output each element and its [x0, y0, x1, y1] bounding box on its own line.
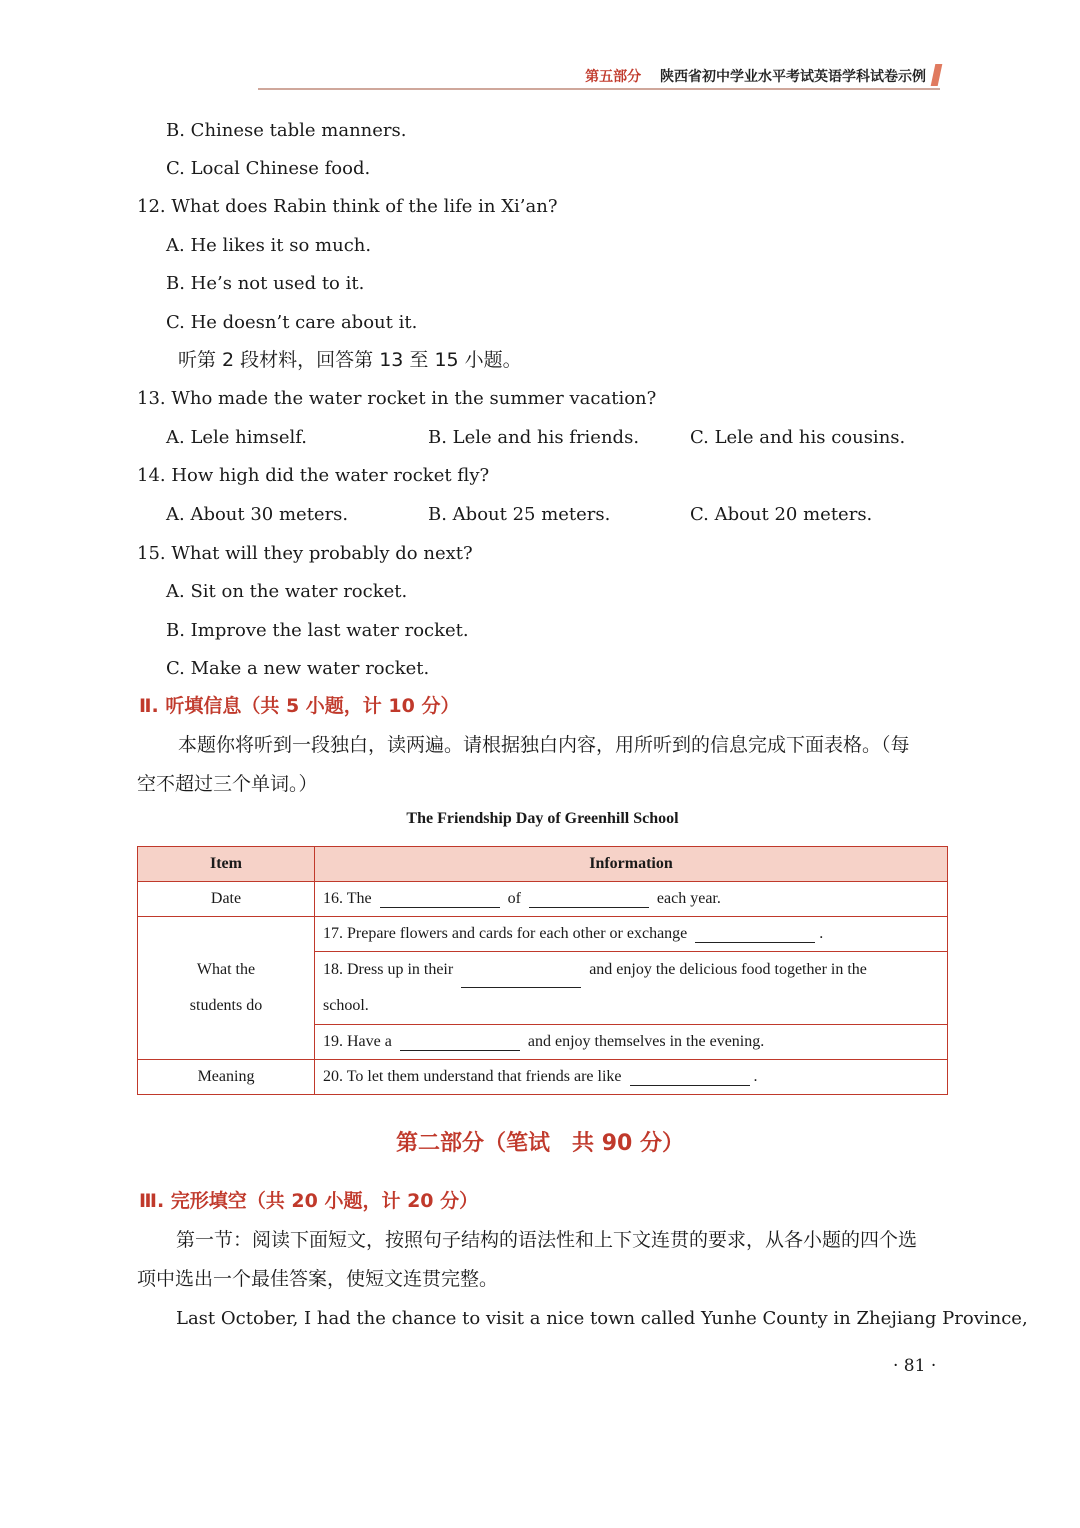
q16-cell	[315, 882, 948, 917]
q16-blank-2[interactable]	[529, 891, 649, 908]
header-information: Information	[315, 847, 948, 882]
q17-cell: 17. Prepare flowers and cards for each other or exchange .	[315, 917, 948, 952]
q16-text-b: of	[507, 890, 521, 907]
q15-option-b: B. Improve the last water rocket.	[166, 620, 469, 641]
q18-text-c: school.	[323, 997, 369, 1014]
q15-option-a: A. Sit on the water rocket.	[166, 581, 408, 602]
header-item: Item	[138, 847, 315, 882]
section3-instruction-1: 第一节：阅读下面短文，按照句子结构的语法性和上下文连贯的要求，从各小题的四个选	[176, 1229, 918, 1251]
students-label-1: What the	[196, 961, 256, 978]
section2-heading: Ⅱ. 听填信息（共 5 小题，计 10 分）	[139, 695, 460, 717]
q14-option-a: A. About 30 meters.	[166, 504, 349, 525]
q18-blank[interactable]	[461, 971, 581, 988]
header-title: 陕西省初中学业水平考试英语学科试卷示例	[660, 69, 926, 85]
section2-instruction-2: 空不超过三个单词。）	[137, 773, 318, 795]
q14-question: 14. How high did the water rocket fly?	[137, 465, 490, 486]
q19-text-b: and enjoy themselves in the evening.	[527, 1033, 765, 1050]
q16-text-c: each year.	[656, 890, 721, 907]
friendship-day-table	[137, 846, 948, 1095]
q12-option-a: A. He likes it so much.	[166, 235, 372, 256]
q16-blank-1[interactable]	[380, 891, 500, 908]
q13-option-a: A. Lele himself.	[166, 427, 307, 448]
table-title: The Friendship Day of Greenhill School	[406, 810, 679, 827]
section3-heading: Ⅲ. 完形填空（共 20 小题，计 20 分）	[139, 1190, 479, 1212]
table-row-meaning	[138, 1060, 948, 1095]
header-part: 第五部分	[585, 69, 642, 85]
q12-option-c: C. He doesn’t care about it.	[166, 312, 418, 333]
date-label: Date	[138, 882, 315, 917]
q17-blank[interactable]	[695, 926, 815, 943]
q20-text: 20. To let them understand that friends are like	[323, 1068, 622, 1085]
students-label-2: students do	[189, 997, 263, 1014]
q11-option-c: C. Local Chinese food.	[166, 158, 371, 179]
page-header	[258, 64, 940, 90]
q17-text: 17. Prepare flowers and cards for each other or exchange	[323, 925, 688, 942]
q18-cell	[315, 952, 948, 1025]
q12-question: 12. What does Rabin think of the life in Xi’an?	[137, 196, 558, 217]
q20-blank[interactable]	[630, 1069, 750, 1086]
q18-text-b: and enjoy the delicious food together in the	[589, 961, 867, 978]
table-row-date	[138, 882, 948, 917]
q19-text-a: 19. Have a	[323, 1033, 392, 1050]
passage-start: Last October, I had the chance to visit a nice town called Yunhe County in Zhejiang Province,	[176, 1308, 1028, 1329]
q12-option-b: B. He’s not used to it.	[166, 273, 365, 294]
q11-option-b: B. Chinese table manners.	[166, 120, 407, 141]
section2-instruction-1: 本题你将听到一段独白，读两遍。请根据独白内容，用所听到的信息完成下面表格。（每	[178, 734, 910, 756]
section3-instruction-2: 项中选出一个最佳答案，使短文连贯完整。	[137, 1268, 499, 1290]
q13-option-b: B. Lele and his friends.	[428, 427, 640, 448]
q19-cell	[315, 1025, 948, 1060]
q13-question: 13. Who made the water rocket in the summer vacation?	[137, 388, 657, 409]
header-text	[585, 66, 926, 86]
meaning-label: Meaning	[138, 1060, 315, 1095]
q18-text-a: 18. Dress up in their	[323, 961, 454, 978]
q14-option-b: B. About 25 meters.	[428, 504, 611, 525]
q19-blank[interactable]	[400, 1034, 520, 1051]
header-accent-bar	[931, 64, 943, 86]
q13-option-c: C. Lele and his cousins.	[690, 427, 906, 448]
q15-option-c: C. Make a new water rocket.	[166, 658, 430, 679]
q16-text-a: 16. The	[323, 890, 372, 907]
table-header-row	[138, 847, 948, 882]
part2-title: 第二部分（笔试 共 90 分）	[396, 1131, 684, 1156]
students-label	[138, 917, 315, 1060]
q15-question: 15. What will they probably do next?	[137, 543, 473, 564]
q20-cell: 20. To let them understand that friends are like .	[315, 1060, 948, 1095]
table-row-q17	[138, 917, 948, 952]
page-number: · 81 ·	[893, 1356, 937, 1376]
passage2-instruction: 听第 2 段材料，回答第 13 至 15 小题。	[178, 349, 522, 371]
q14-option-c: C. About 20 meters.	[690, 504, 873, 525]
